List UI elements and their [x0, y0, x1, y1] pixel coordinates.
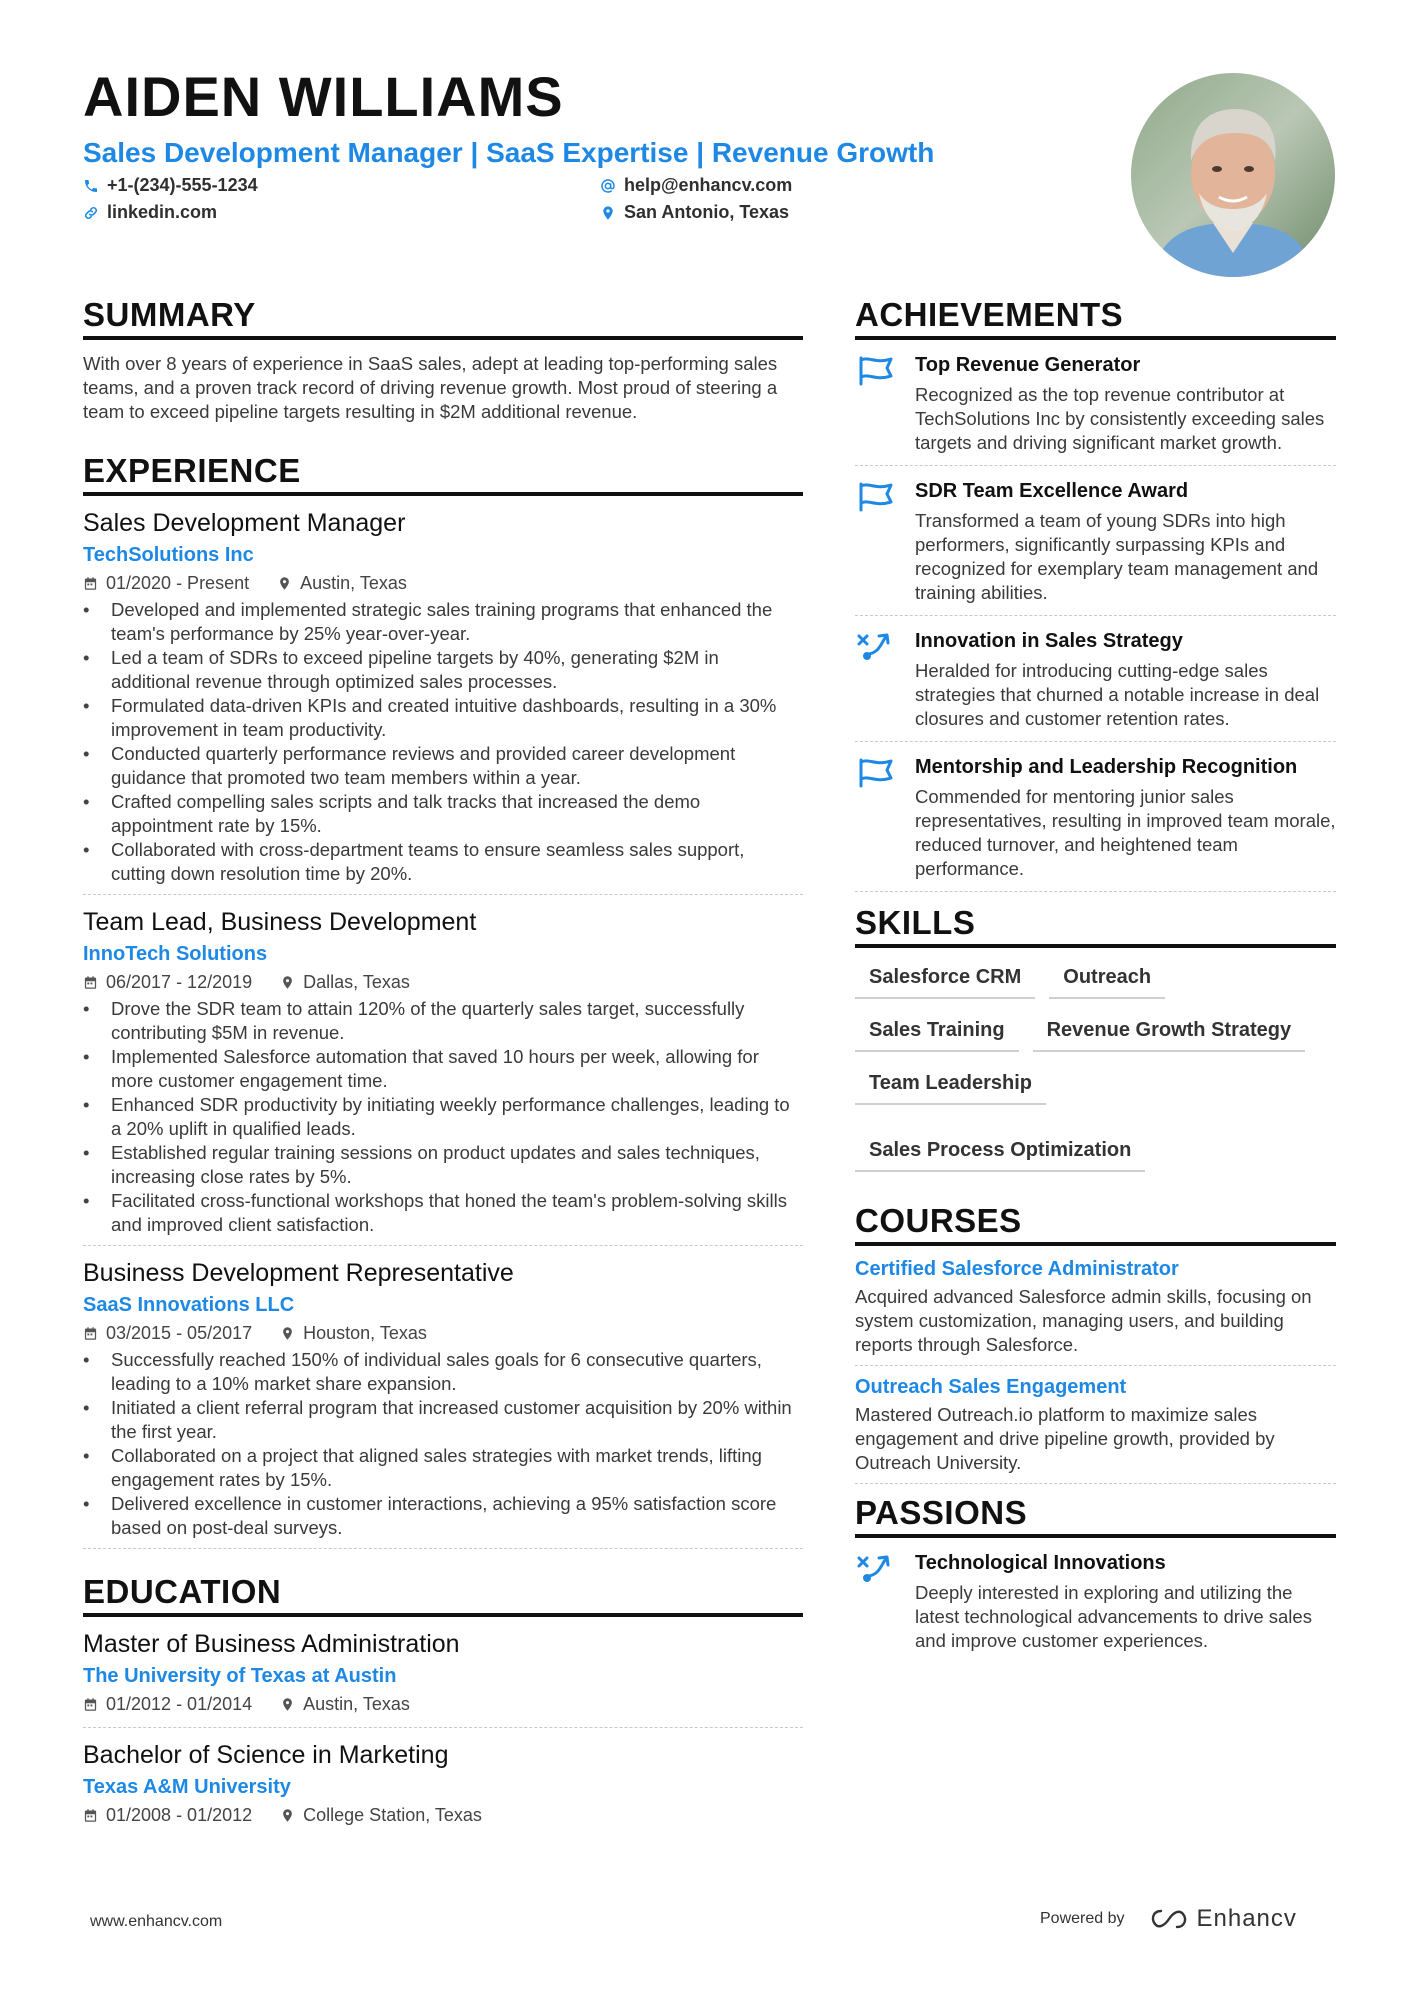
- phone-icon: [83, 178, 99, 194]
- job-location: Houston, Texas: [303, 1322, 427, 1343]
- course-title: Outreach Sales Engagement: [855, 1375, 1127, 1398]
- achievement-title: Innovation in Sales Strategy: [915, 629, 1183, 652]
- skills-list: [855, 960, 1336, 1172]
- contact-location: [600, 202, 1000, 223]
- education-meta: [83, 1805, 803, 1826]
- linkedin-text: linkedin.com: [107, 202, 218, 223]
- skill-tag: Sales Training: [855, 1013, 1019, 1052]
- job-title: Business Development Representative: [83, 1258, 514, 1287]
- job-meta: [83, 1323, 803, 1344]
- contact-info: [83, 175, 1123, 223]
- footer-branding: [1040, 1905, 1297, 1933]
- headline: Sales Development Manager | SaaS Expertise | Revenue Growth: [83, 136, 935, 168]
- location-pin-icon: [280, 1697, 295, 1712]
- bullet: • Developed and implemented strategic sales training programs that enhanced the team's performance by 25% year-over-year.: [83, 598, 803, 646]
- location-pin-icon: [280, 975, 295, 990]
- calendar-icon: [83, 1808, 98, 1823]
- bullet: • Established regular training sessions on product updates and sales techniques, increasing close rates by 5%.: [83, 1141, 803, 1189]
- enhancv-logo-icon: [1149, 1908, 1189, 1930]
- footer-website[interactable]: www.enhancv.com: [90, 1913, 223, 1930]
- calendar-icon: [83, 1326, 98, 1341]
- achievement-item: [855, 478, 1336, 616]
- at-icon: [600, 178, 616, 194]
- achievement-item: [855, 352, 1336, 466]
- candidate-name: AIDEN WILLIAMS: [83, 65, 564, 128]
- bullet: • Delivered excellence in customer interactions, achieving a 95% satisfaction score based on post-deal surveys.: [83, 1492, 803, 1540]
- achievement-desc: Commended for mentoring junior sales representatives, resulting in improved team morale, reduced turnover, and heightened team performance.: [915, 785, 1336, 879]
- left-column: [83, 296, 803, 1850]
- job-location: Dallas, Texas: [303, 971, 410, 992]
- company-name: InnoTech Solutions: [83, 942, 268, 965]
- enhancv-logo[interactable]: [1149, 1905, 1297, 1933]
- powered-by-label: Powered by: [1040, 1910, 1125, 1927]
- experience-item: [83, 1258, 803, 1549]
- location-text: San Antonio, Texas: [624, 202, 790, 223]
- school-name: The University of Texas at Austin: [83, 1664, 397, 1687]
- education-item: [83, 1629, 803, 1728]
- bullet: • Crafted compelling sales scripts and talk tracks that increased the demo appointment rate by 15%.: [83, 790, 803, 838]
- school-name: Texas A&M University: [83, 1775, 291, 1798]
- summary-text: With over 8 years of experience in SaaS sales, adept at leading top-performing sales teams, and a proven track record of driving revenue growth. Most proud of steering a team to exceed pipeline targets resulting in $2M additional revenue.: [83, 352, 778, 422]
- degree: Bachelor of Science in Marketing: [83, 1740, 449, 1769]
- calendar-icon: [83, 1697, 98, 1712]
- passion-desc: Deeply interested in exploring and utilizing the latest technological advancements to drive sales and improve customer experiences.: [915, 1581, 1312, 1651]
- education-location: College Station, Texas: [303, 1804, 482, 1825]
- company-name: SaaS Innovations LLC: [83, 1293, 295, 1316]
- experience-item: [83, 508, 803, 895]
- job-location: Austin, Texas: [300, 572, 407, 593]
- job-meta: [83, 573, 803, 594]
- achievement-desc: Recognized as the top revenue contributor at TechSolutions Inc by consistently exceeding sales targets and driving significant market growth.: [915, 383, 1325, 453]
- education-dates: 01/2008 - 01/2012: [106, 1804, 253, 1825]
- passions-title: PASSIONS: [855, 1494, 1336, 1538]
- location-pin-icon: [277, 576, 292, 591]
- flag-icon: [855, 478, 897, 514]
- summary-title: SUMMARY: [83, 296, 803, 340]
- email-text: help@enhancv.com: [624, 175, 793, 196]
- job-title: Sales Development Manager: [83, 508, 406, 537]
- skills-title: SKILLS: [855, 904, 1336, 948]
- job-bullets: [83, 997, 803, 1237]
- location-pin-icon: [280, 1808, 295, 1823]
- experience-item: [83, 907, 803, 1246]
- achievement-title: Mentorship and Leadership Recognition: [915, 755, 1298, 778]
- course-title: Certified Salesforce Administrator: [855, 1257, 1179, 1280]
- bullet: • Initiated a client referral program that increased customer acquisition by 20% within the first year.: [83, 1396, 803, 1444]
- achievement-item: [855, 628, 1336, 742]
- contact-email[interactable]: [600, 175, 1000, 196]
- bullet: • Conducted quarterly performance reviews and provided career development guidance that promoted two team members within a year.: [83, 742, 803, 790]
- education-location: Austin, Texas: [303, 1693, 410, 1714]
- degree: Master of Business Administration: [83, 1629, 460, 1658]
- location-pin-icon: [280, 1326, 295, 1341]
- skill-tag: Sales Process Optimization: [855, 1133, 1145, 1172]
- bullet: • Successfully reached 150% of individual sales goals for 6 consecutive quarters, leading to a 10% market share expansion.: [83, 1348, 803, 1396]
- job-dates: 01/2020 - Present: [106, 572, 250, 593]
- phone-text: +1-(234)-555-1234: [107, 175, 258, 196]
- education-dates: 01/2012 - 01/2014: [106, 1693, 253, 1714]
- company-name: TechSolutions Inc: [83, 543, 254, 566]
- bullet: • Drove the SDR team to attain 120% of the quarterly sales target, successfully contributing $5M in revenue.: [83, 997, 803, 1045]
- flag-icon: [855, 352, 897, 388]
- job-meta: [83, 972, 803, 993]
- skill-tag: Outreach: [1049, 960, 1165, 999]
- course-desc: Acquired advanced Salesforce admin skills, focusing on system customization, managing users, and building reports through Salesforce.: [855, 1285, 1312, 1355]
- bullet: • Formulated data-driven KPIs and created intuitive dashboards, resulting in a 30% improvement in team productivity.: [83, 694, 803, 742]
- bullet: • Led a team of SDRs to exceed pipeline targets by 40%, generating $2M in additional revenue through optimized sales processes.: [83, 646, 803, 694]
- calendar-icon: [83, 576, 98, 591]
- job-dates: 03/2015 - 05/2017: [106, 1322, 253, 1343]
- bullet: • Facilitated cross-functional workshops that honed the team's problem-solving skills and improved client satisfaction.: [83, 1189, 803, 1237]
- education-title: EDUCATION: [83, 1573, 803, 1617]
- course-desc: Mastered Outreach.io platform to maximize sales engagement and drive pipeline growth, provided by Outreach University.: [855, 1403, 1275, 1473]
- calendar-icon: [83, 975, 98, 990]
- bullet: • Enhanced SDR productivity by initiating weekly performance challenges, leading to a 20% uplift in qualified leads.: [83, 1093, 803, 1141]
- skill-tag: Salesforce CRM: [855, 960, 1035, 999]
- contact-linkedin[interactable]: [83, 202, 600, 223]
- job-bullets: [83, 598, 803, 886]
- bullet: • Collaborated on a project that aligned sales strategies with market trends, lifting engagement rates by 15%.: [83, 1444, 803, 1492]
- experience-title: EXPERIENCE: [83, 452, 803, 496]
- achievement-desc: Transformed a team of young SDRs into high performers, significantly surpassing KPIs and recognized for exemplary team management and training abilities.: [915, 509, 1319, 603]
- link-icon: [83, 205, 99, 221]
- contact-phone[interactable]: [83, 175, 600, 196]
- job-dates: 06/2017 - 12/2019: [106, 971, 253, 992]
- courses-title: COURSES: [855, 1202, 1336, 1246]
- profile-photo: [1131, 73, 1335, 277]
- passion-title: Technological Innovations: [915, 1551, 1166, 1574]
- right-column: [855, 296, 1336, 1683]
- bullet: • Collaborated with cross-department teams to ensure seamless sales support, cutting down resolution time by 20%.: [83, 838, 803, 886]
- resume-header: [83, 66, 1123, 223]
- achievement-title: SDR Team Excellence Award: [915, 479, 1189, 502]
- location-pin-icon: [600, 205, 616, 221]
- strategy-icon: [855, 1550, 897, 1586]
- achievement-item: [855, 754, 1336, 892]
- achievement-title: Top Revenue Generator: [915, 353, 1141, 376]
- achievement-desc: Heralded for introducing cutting-edge sales strategies that churned a notable increase in deal closures and customer retention rates.: [915, 659, 1320, 729]
- job-title: Team Lead, Business Development: [83, 907, 477, 936]
- flag-icon: [855, 754, 897, 790]
- course-item: [855, 1376, 1336, 1484]
- brand-name: Enhancv: [1196, 1905, 1297, 1932]
- strategy-icon: [855, 628, 897, 664]
- skill-tag: Team Leadership: [855, 1066, 1046, 1105]
- skill-tag: Revenue Growth Strategy: [1033, 1013, 1306, 1052]
- bullet: • Implemented Salesforce automation that saved 10 hours per week, allowing for more customer engagement time.: [83, 1045, 803, 1093]
- achievements-title: ACHIEVEMENTS: [855, 296, 1336, 340]
- job-bullets: [83, 1348, 803, 1540]
- education-item: [83, 1740, 803, 1838]
- course-item: [855, 1258, 1336, 1366]
- passion-item: [855, 1550, 1336, 1663]
- education-meta: [83, 1694, 803, 1715]
